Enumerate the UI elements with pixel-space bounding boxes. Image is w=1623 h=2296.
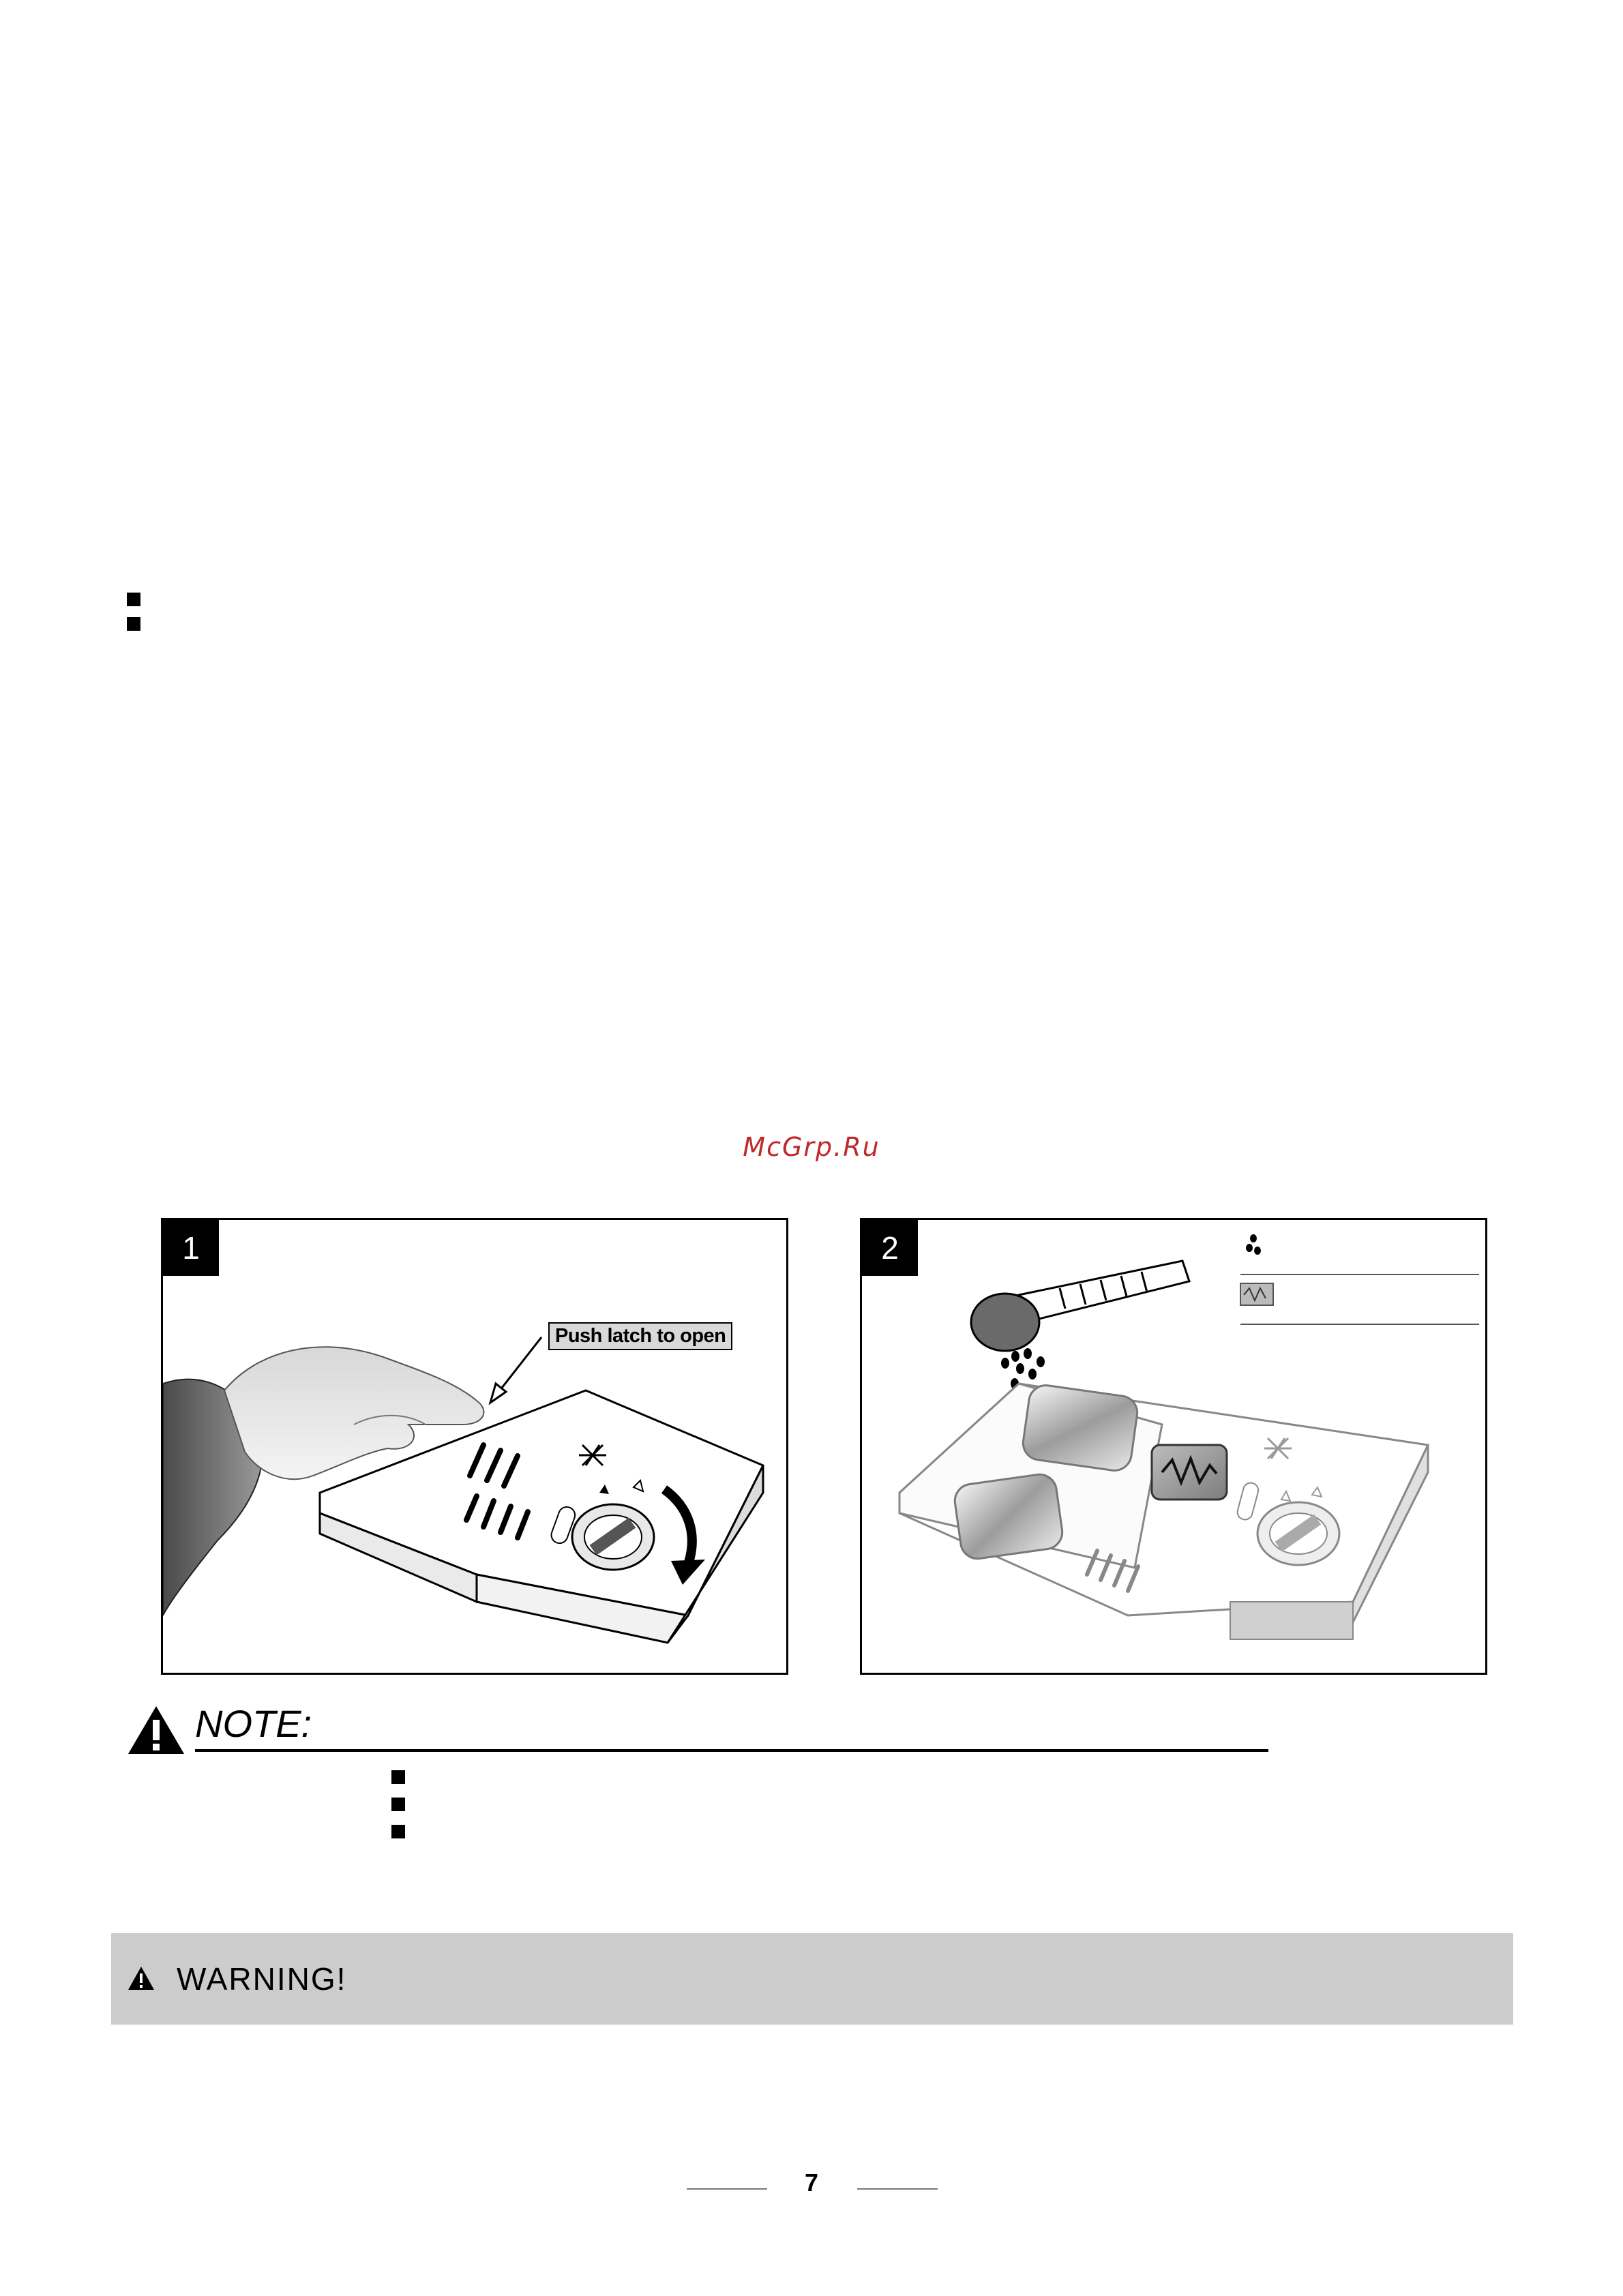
bullet-square-icon — [127, 593, 140, 606]
figure-1 — [161, 1218, 788, 1675]
figure-2 — [860, 1218, 1487, 1675]
dispenser-filling-illustration — [862, 1220, 1485, 1673]
figure-number: 2 — [862, 1220, 918, 1276]
note-divider — [195, 1749, 1268, 1752]
note-title: NOTE: — [195, 1702, 312, 1745]
warning-title: WARNING! — [177, 1961, 347, 1997]
bullet-square-icon — [391, 1825, 405, 1838]
bullet-square-icon — [127, 617, 140, 631]
rinse-drops-icon — [1246, 1234, 1261, 1255]
page-number: 7 — [804, 2168, 819, 2196]
footer-rule-right — [857, 2188, 938, 2190]
warning-triangle-icon — [128, 1966, 155, 1991]
watermark: McGrp.Ru — [743, 1132, 880, 1162]
bullet-square-icon — [391, 1798, 405, 1811]
detergent-tablet-icon — [1240, 1283, 1273, 1305]
figure-number: 1 — [163, 1220, 219, 1276]
push-latch-label: Push latch to open — [548, 1322, 732, 1350]
dispenser-hand-illustration — [163, 1220, 786, 1673]
warning-triangle-icon — [127, 1705, 185, 1755]
bullet-square-icon — [391, 1770, 405, 1784]
footer-rule-left — [687, 2188, 767, 2190]
warning-box — [111, 1933, 1513, 2025]
arrow-icon — [497, 1337, 541, 1394]
